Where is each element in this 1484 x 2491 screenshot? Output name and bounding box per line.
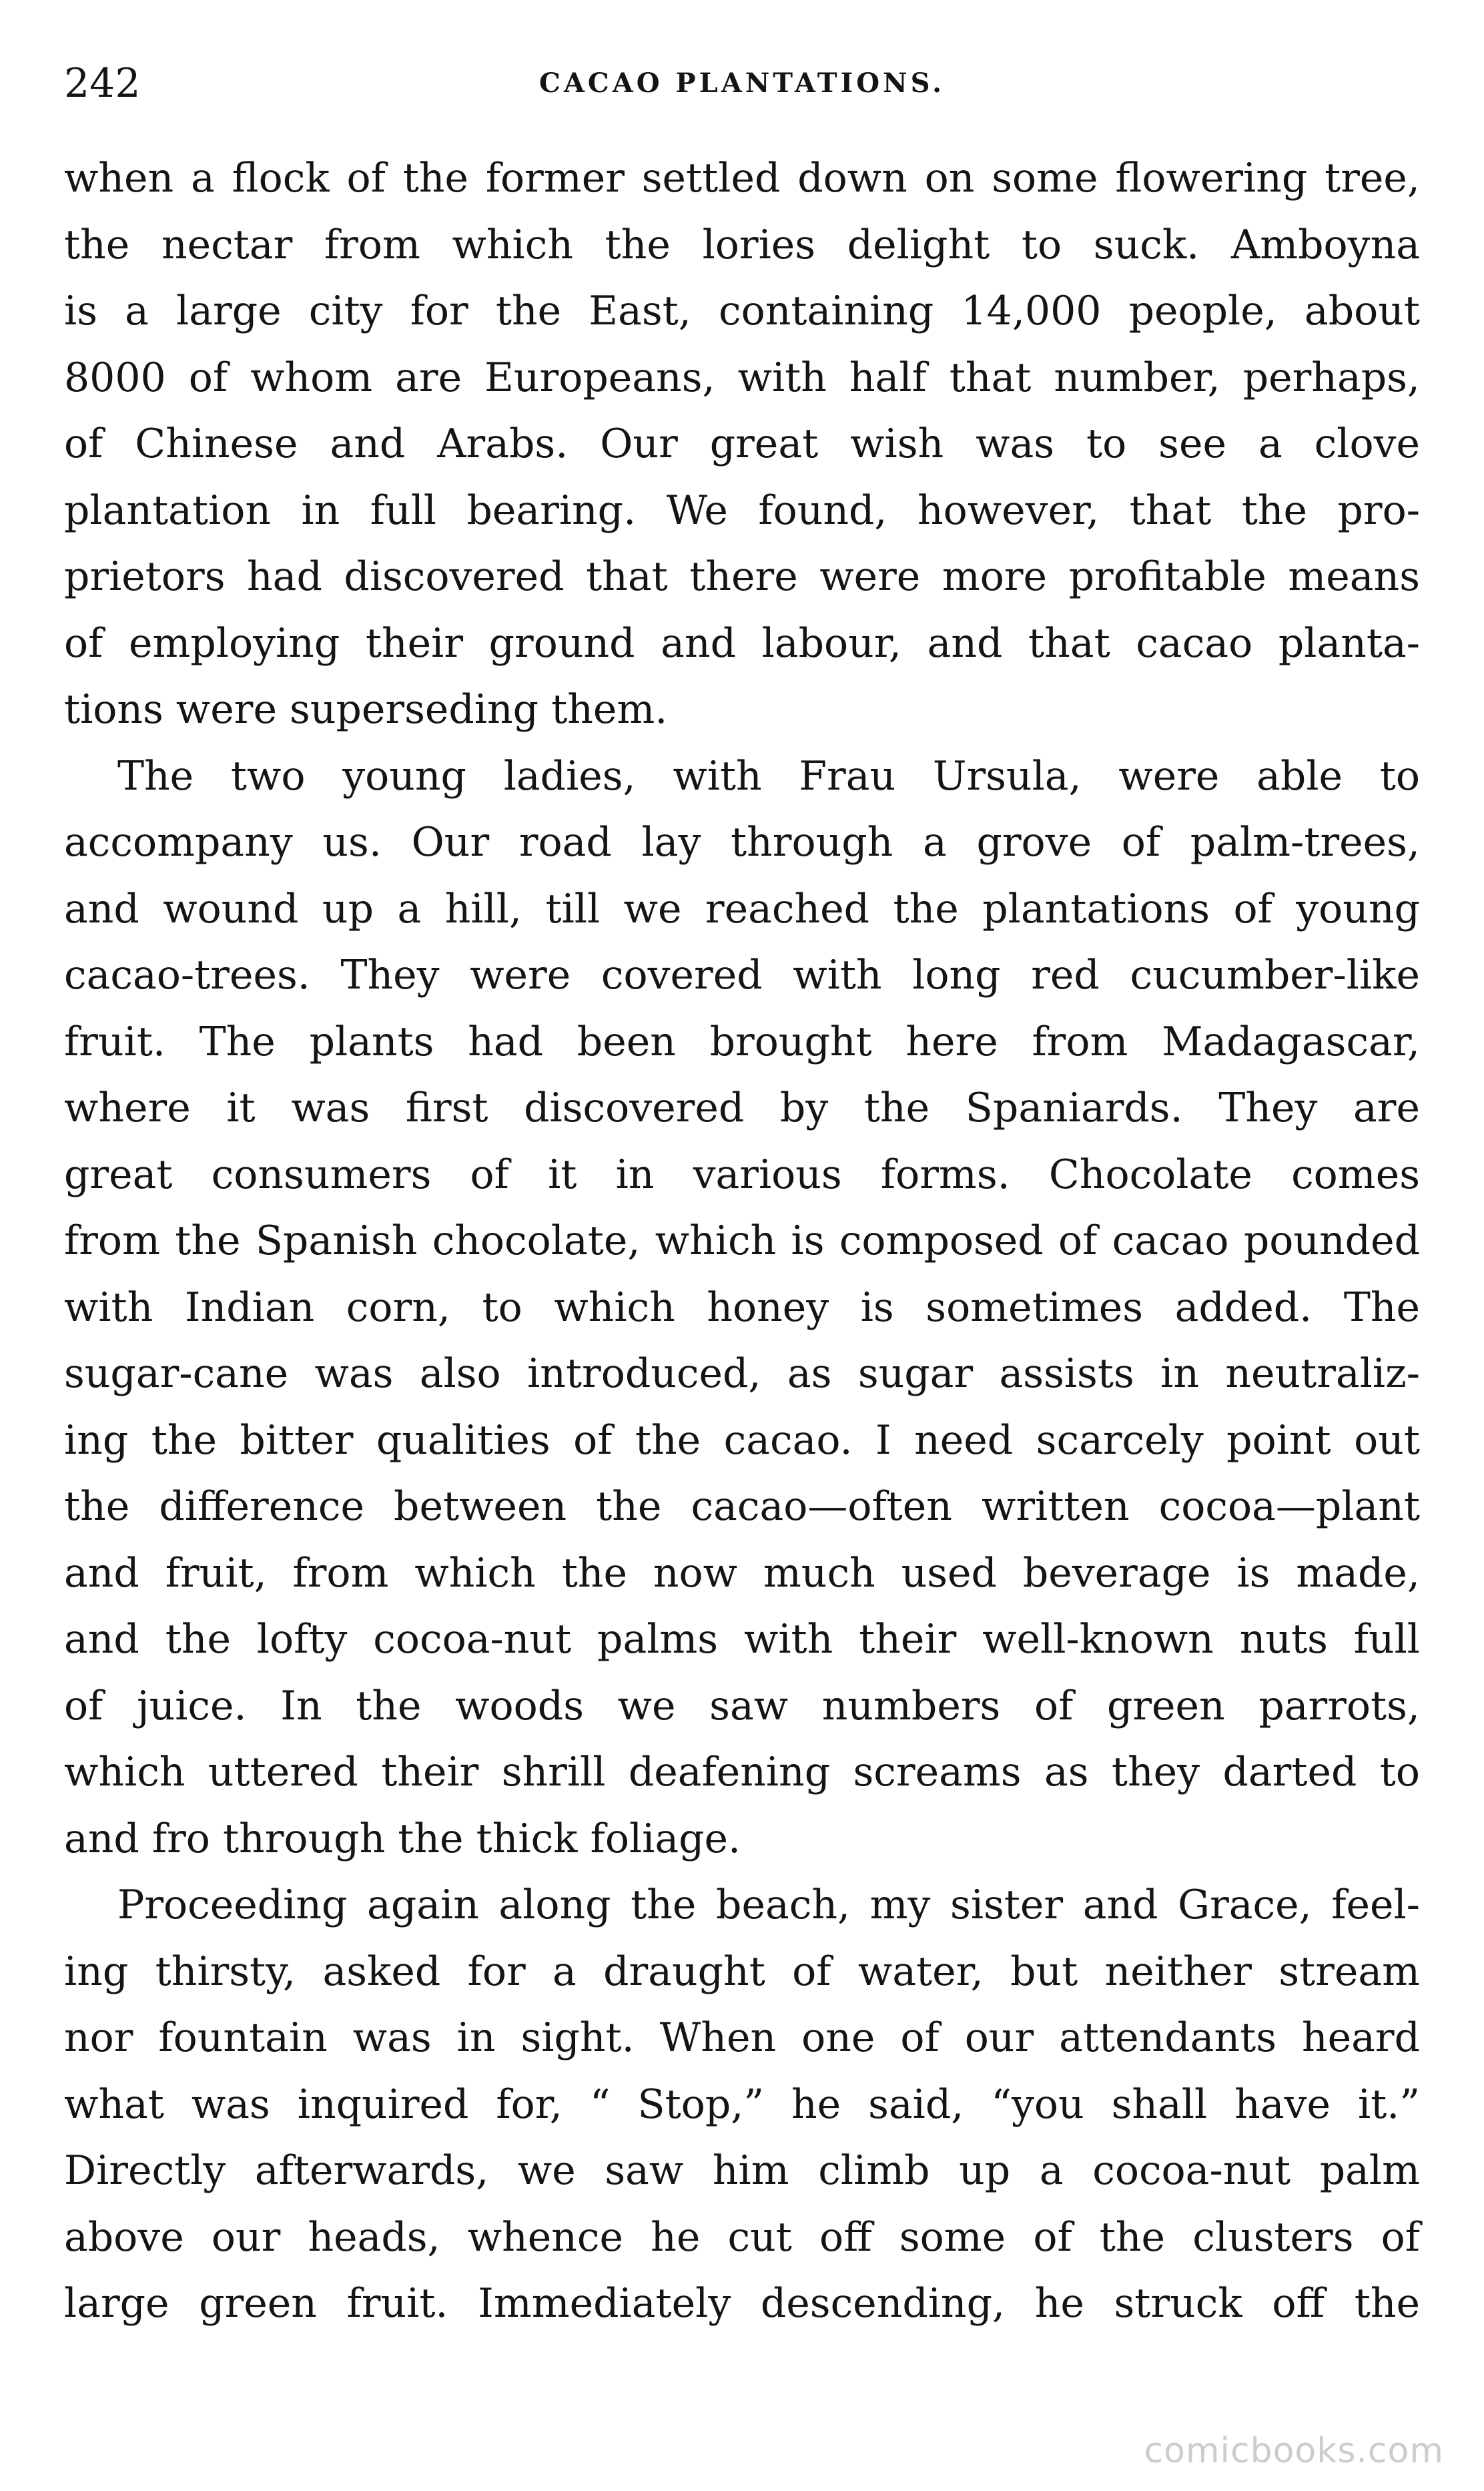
text-line: from the Spanish chocolate, which is composed of cacao pounded: [64, 1217, 1420, 1264]
text-line: tions were superseding them.: [64, 686, 668, 733]
text-line: above our heads, whence he cut off some of the clusters of: [64, 2213, 1420, 2261]
running-title: CACAO PLANTATIONS.: [538, 67, 945, 99]
text-line: plantation in full bearing. We found, however, that the pro-: [64, 487, 1420, 534]
text-line: which uttered their shrill deafening screams as they darted to: [64, 1749, 1420, 1795]
text-line: great consumers of it in various forms. Chocolate comes: [64, 1151, 1420, 1198]
text-line: of Chinese and Arabs. Our great wish was to see a clove: [64, 421, 1420, 467]
text-line: Directly afterwards, we saw him climb up a cocoa-nut palm: [64, 2147, 1420, 2194]
paragraph: [64, 744, 1420, 1873]
text-line: and the lofty cocoa-nut palms with their well-known nuts full: [64, 1616, 1420, 1663]
text-line: when a flock of the former settled down on some flowering tree,: [64, 155, 1420, 202]
text-line: cacao-trees. They were covered with long red cucumber-like: [64, 952, 1420, 999]
text-line: with Indian corn, to which honey is sometimes added. The: [64, 1284, 1420, 1331]
text-line: the difference between the cacao—often written cocoa—plant: [64, 1483, 1420, 1530]
text-line: where it was first discovered by the Spaniards. They are: [64, 1085, 1420, 1131]
text-line: of employing their ground and labour, and that cacao planta-: [64, 619, 1420, 667]
text-line: 8000 of whom are Europeans, with half that number, perhaps,: [64, 354, 1420, 401]
text-line: prietors had discovered that there were more profitable means: [64, 553, 1420, 600]
body-text: [64, 146, 1420, 2337]
text-line: what was inquired for, “ Stop,” he said, “you shall have it.”: [64, 2081, 1420, 2128]
text-line: accompany us. Our road lay through a grove of palm-trees,: [64, 819, 1420, 866]
text-line: fruit. The plants had been brought here from Madagascar,: [64, 1018, 1420, 1065]
text-line: of juice. In the woods we saw numbers of green parrots,: [64, 1682, 1420, 1729]
text-line: Proceeding again along the beach, my sister and Grace, feel-: [117, 1882, 1420, 1928]
text-line: sugar-cane was also introduced, as sugar assists in neutraliz-: [64, 1350, 1420, 1397]
text-line: The two young ladies, with Frau Ursula, were able to: [117, 752, 1420, 800]
text-line: the nectar from which the lories delight to suck. Amboyna: [64, 221, 1420, 268]
watermark: comicbooks.com: [1144, 2431, 1444, 2471]
paragraph: [64, 146, 1420, 744]
text-line: large green fruit. Immediately descending, he struck off the: [64, 2280, 1420, 2327]
text-line: and fro through the thick foliage.: [64, 1815, 741, 1862]
text-line: is a large city for the East, containing 14,000 people, about: [64, 288, 1420, 334]
text-line: ing the bitter qualities of the cacao. I need scarcely point out: [64, 1416, 1420, 1464]
text-line: and fruit, from which the now much used beverage is made,: [64, 1549, 1420, 1597]
paragraph: [64, 1872, 1420, 2337]
text-line: ing thirsty, asked for a draught of water, but neither stream: [64, 1948, 1420, 1995]
text-line: nor fountain was in sight. When one of our attendants heard: [64, 2014, 1420, 2061]
page-header: [64, 53, 1420, 113]
page-number: 242: [64, 60, 141, 107]
text-line: and wound up a hill, till we reached the plantations of young: [64, 885, 1420, 932]
